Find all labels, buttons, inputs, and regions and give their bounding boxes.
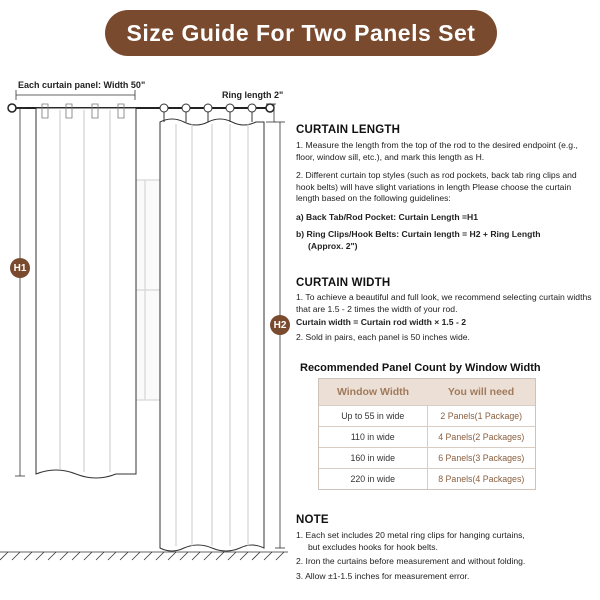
panel-width-label: Each curtain panel: Width 50" (18, 80, 146, 90)
table-header (319, 379, 535, 405)
ring-length-label: Ring length 2" (222, 90, 284, 100)
note-item-1: 1. Each set includes 20 metal ring clips for hanging curtains, (296, 530, 525, 540)
cell-width: 110 in wide (319, 427, 428, 447)
page-title: Size Guide For Two Panels Set (105, 10, 497, 56)
note-heading: NOTE (296, 514, 329, 526)
cell-panels: 4 Panels(2 Packages) (438, 432, 525, 442)
left-curtain-panel (36, 108, 136, 478)
note-item-1-cont: but excludes hooks for hook belts. (308, 542, 438, 552)
right-curtain-panel (160, 119, 264, 551)
cell-panels: 8 Panels(4 Packages) (438, 474, 525, 484)
cell-width: 220 in wide (319, 469, 428, 489)
cell-panels: 2 Panels(1 Package) (440, 411, 523, 421)
h2-dimension (275, 122, 285, 548)
curtain-length-p1: 1. Measure the length from the top of the rod to the desired endpoint (e.g., floor, window sill, etc.), and mark this length as H. (296, 140, 578, 162)
note-item-2: 2. Iron the curtains before measurement and without folding. (296, 556, 526, 566)
curtain-width-formula: Curtain width = Curtain rod width × 1.5 - 2 (296, 317, 466, 327)
recommended-title: Recommended Panel Count by Window Width (300, 362, 541, 374)
cell-panels: 6 Panels(3 Packages) (438, 453, 525, 463)
curtain-length-b-cont: (Approx. 2") (308, 241, 358, 251)
floor (0, 552, 288, 560)
table-row (319, 405, 535, 426)
header-you-will-need: You will need (447, 386, 515, 398)
curtain-width-p1: 1. To achieve a beautiful and full look, we recommend selecting curtain widths that are 1.5 - 2 times the width of your rod. (296, 292, 592, 314)
h1-dimension (15, 108, 25, 476)
curtain-length-p2: 2. Different curtain top styles (such as rod pockets, back tab ring clips and hook belts) will have slight variations in length Please choose the curtain length based on the following guidelines: (296, 170, 577, 204)
cell-width: Up to 55 in wide (319, 406, 428, 426)
table-row (319, 468, 535, 489)
width-dimension (16, 90, 135, 100)
curtain-width-p2: 2. Sold in pairs, each panel is 50 inches wide. (296, 332, 470, 342)
curtain-length-b: b) Ring Clips/Hook Belts: Curtain length = H2 + Ring Length (296, 229, 541, 239)
header-window-width: Window Width (336, 386, 410, 398)
curtain-length-a: a) Back Tab/Rod Pocket: Curtain Length =H1 (296, 212, 479, 222)
cell-width: 160 in wide (319, 448, 428, 468)
curtain-length-heading: CURTAIN LENGTH (296, 124, 401, 136)
curtain-width-heading: CURTAIN WIDTH (296, 277, 391, 289)
h1-badge: H1 (10, 258, 30, 278)
note-item-3: 3. Allow ±1-1.5 inches for measurement error. (296, 571, 470, 581)
table-row (319, 426, 535, 447)
table-row (319, 447, 535, 468)
panel-count-table (318, 378, 536, 490)
h2-badge: H2 (270, 315, 290, 335)
